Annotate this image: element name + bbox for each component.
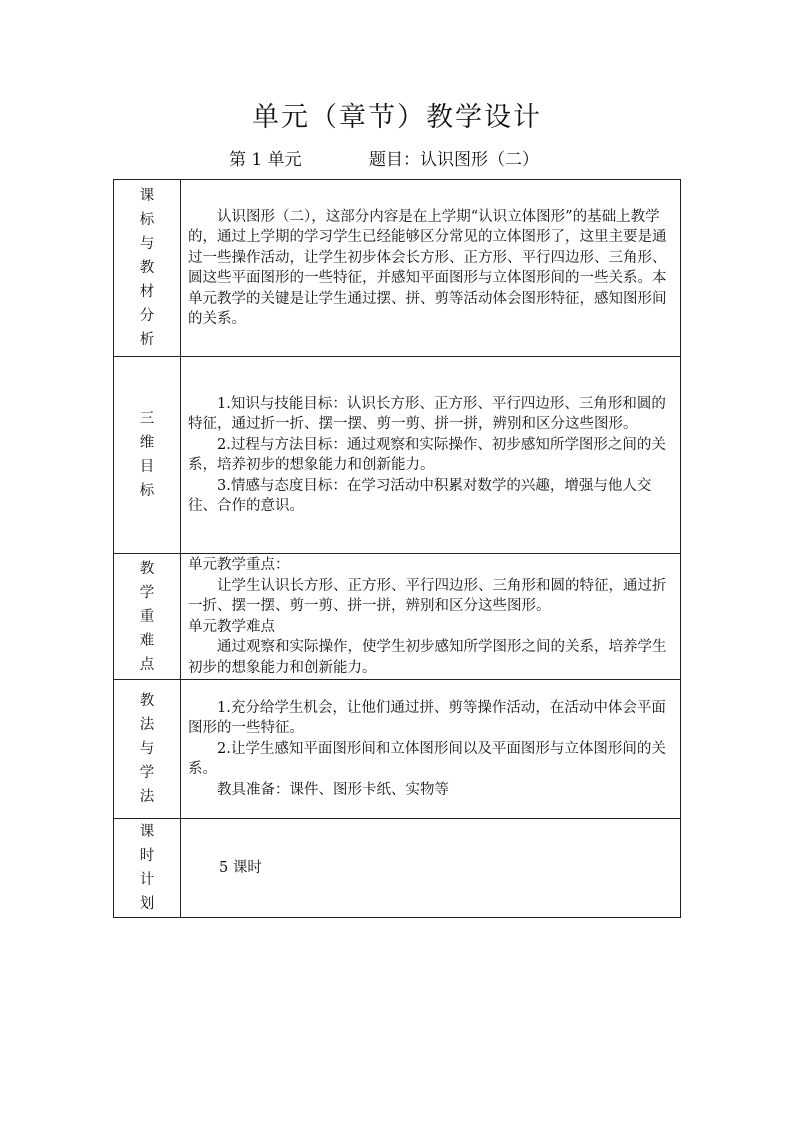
label-char: 学 <box>139 584 155 601</box>
label-char: 教 <box>139 260 155 276</box>
row-label-methods <box>114 680 181 819</box>
table-row-goals <box>114 357 681 554</box>
key-point-text: 让学生认识长方形、正方形、平行四边形、三角形和圆的特征，通过折一折、摆一摆、剪一剪、拼一拼，辨别和区分这些图形。 <box>188 577 667 614</box>
label-char: 学 <box>139 765 155 781</box>
row-label-schedule <box>114 819 181 918</box>
schedule-content <box>181 819 681 918</box>
teaching-design-table <box>113 179 681 918</box>
lesson-topic: 题目：认识图形（二） <box>369 150 539 170</box>
label-char: 分 <box>139 308 155 324</box>
label-char: 标 <box>139 212 155 228</box>
methods-content <box>181 680 681 819</box>
unit-number: 第 1 单元 <box>229 150 302 170</box>
method-item: 2.让学生感知平面图形间和立体图形间以及平面图形与立体图形间的关系。 <box>188 740 666 778</box>
label-char: 难 <box>139 632 155 649</box>
teaching-aids: 教具准备：课件、图形卡纸、实物等 <box>217 781 449 798</box>
label-char: 教 <box>139 693 155 709</box>
goals-content <box>181 357 681 554</box>
class-hours: 5 课时 <box>219 859 262 876</box>
focus-content <box>181 554 681 680</box>
label-char: 重 <box>139 608 155 625</box>
label-char: 目 <box>139 459 155 475</box>
label-char: 教 <box>139 560 155 577</box>
row-label-focus <box>114 554 181 680</box>
table-row-analysis <box>114 180 681 357</box>
label-char: 划 <box>139 896 155 912</box>
key-point-heading: 单元教学重点： <box>188 557 290 573</box>
label-char: 课 <box>139 188 155 204</box>
label-char: 课 <box>139 824 155 840</box>
table-row-schedule <box>114 819 681 918</box>
label-char: 法 <box>139 717 155 733</box>
label-char: 时 <box>139 848 155 864</box>
label-char: 材 <box>139 284 155 300</box>
method-item: 1.充分给学生机会，让他们通过拼、剪等操作活动，在活动中体会平面图形的一些特征。 <box>188 699 666 737</box>
label-char: 维 <box>139 435 155 451</box>
table-row-methods <box>114 680 681 819</box>
row-label-analysis <box>114 180 181 357</box>
label-char: 计 <box>139 872 155 888</box>
table-row-focus <box>114 554 681 680</box>
label-char: 标 <box>139 483 155 499</box>
label-char: 析 <box>139 332 155 348</box>
goal-process: 2.过程与方法目标：通过观察和实际操作、初步感知所学图形之间的关系，培养初步的想象能力和创新能力。 <box>188 436 666 473</box>
analysis-content <box>181 180 681 357</box>
label-char: 三 <box>139 411 155 427</box>
label-char: 与 <box>139 236 155 252</box>
label-char: 点 <box>139 656 155 673</box>
difficulty-heading: 单元教学难点 <box>188 618 275 635</box>
goal-knowledge: 1.知识与技能目标：认识长方形、正方形、平行四边形、三角形和圆的特征，通过折一折、摆一摆、剪一剪、拼一拼，辨别和区分这些图形。 <box>188 395 666 432</box>
label-char: 与 <box>139 741 155 757</box>
analysis-paragraph: 认识图形（二），这部分内容是在上学期“认识立体图形”的基础上教学的，通过上学期的学习学生已经能够区分常见的立体图形了，这里主要是通过一些操作活动，让学生初步体会长方形、正方形、平行四边形、三角形、圆这些平面图形的一些特征，并感知平面图形与立体图形间的一些关系。本单元教学的关键是让学生通过摆、拼、剪等活动体会图形特征，感知图形间的关系。 <box>188 208 667 327</box>
difficulty-text: 通过观察和实际操作，使学生初步感知所学图形之间的关系，培养学生初步的想象能力和创新能力。 <box>188 639 667 676</box>
goal-attitude: 3.情感与态度目标：在学习活动中积累对数学的兴趣，增强与他人交往、合作的意识。 <box>188 477 652 514</box>
page-title: 单元（章节）教学设计 <box>252 102 542 133</box>
label-char: 法 <box>139 789 155 805</box>
row-label-goals <box>114 357 181 554</box>
